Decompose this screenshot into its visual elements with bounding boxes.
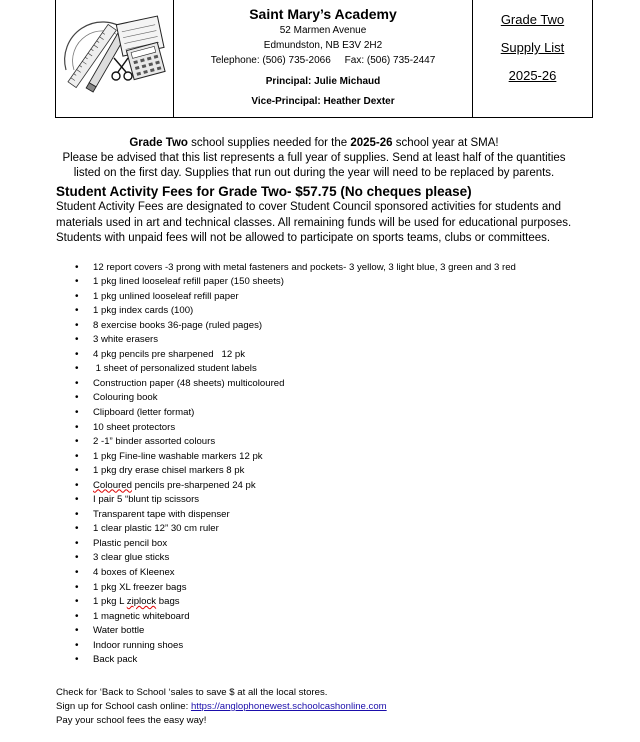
supply-item-text: Transparent tape with dispenser: [93, 508, 230, 520]
supply-item-text: 1 magnetic whiteboard: [93, 610, 190, 622]
supply-item: [56, 479, 572, 494]
supply-item: [56, 522, 572, 537]
supply-item: [56, 406, 572, 421]
fees-heading: Student Activity Fees for Grade Two- $57.75 (No cheques please): [56, 184, 472, 199]
bullet-icon: •: [75, 261, 79, 273]
intro-text-2: school year at SMA!: [392, 137, 499, 149]
supply-item: [56, 624, 572, 639]
supply-item-text: 8 exercise books 36-page (ruled pages): [93, 319, 263, 331]
bullet-icon: •: [75, 334, 79, 346]
school-name: Saint Mary’s Academy: [249, 6, 397, 22]
supply-item: [56, 639, 572, 654]
bullet-icon: •: [75, 319, 79, 331]
intro-grade: Grade Two: [129, 137, 188, 149]
bullet-icon: •: [75, 610, 79, 622]
supply-item: [56, 391, 572, 406]
list-title-block: [473, 0, 592, 117]
bullet-icon: •: [75, 348, 79, 360]
bullet-icon: •: [75, 421, 79, 433]
footer-sales-note: Check for ‘Back to School ‘sales to save $ at all the local stores.: [56, 686, 328, 698]
supply-item: [56, 333, 572, 348]
supply-list: [56, 261, 572, 668]
supply-item-text: 4 pkg pencils pre sharpened 12 pk: [93, 348, 246, 360]
supply-item: [56, 595, 572, 610]
bullet-icon: •: [75, 465, 79, 477]
supply-item: [56, 551, 572, 566]
supply-item-text: 1 pkg unlined looseleaf refill paper: [93, 290, 239, 302]
supply-item-text: 3 white erasers: [93, 334, 159, 346]
supply-item: [56, 275, 572, 290]
supply-item-text: 12 report covers -3 prong with metal fasteners and pockets- 3 yellow, 3 light blue, 3 green and 3 red: [93, 261, 516, 273]
bullet-icon: •: [75, 363, 79, 375]
supply-item-text: 1 pkg index cards (100): [93, 305, 194, 317]
footer: [56, 686, 572, 728]
vice-principal-name: Vice-Principal: Heather Dexter: [251, 96, 395, 107]
address-line-1: 52 Marmen Avenue: [279, 25, 367, 36]
supply-item-text: Construction paper (48 sheets) multicoloured: [93, 377, 285, 389]
bullet-icon: •: [75, 392, 79, 404]
address-line-2: Edmundston, NB E3V 2H2: [263, 40, 383, 51]
header-table: [55, 0, 593, 118]
supply-item: [56, 450, 572, 465]
footer-cash-prefix: Sign up for School cash online:: [56, 700, 191, 712]
phone-line: Telephone: (506) 735-2066 Fax: (506) 735-2447: [210, 55, 436, 66]
supply-item-text: I pair 5 “blunt tip scissors: [93, 494, 200, 506]
year-heading: 2025-26: [508, 68, 557, 83]
bullet-icon: •: [75, 276, 79, 288]
supply-item: [56, 319, 572, 334]
bullet-icon: •: [75, 377, 79, 389]
supply-item: [56, 362, 572, 377]
principal-name: Principal: Julie Michaud: [265, 76, 381, 87]
supply-item: [56, 566, 572, 581]
bullet-icon: •: [75, 596, 79, 608]
bullet-icon: •: [75, 552, 79, 564]
supply-item-text: Clipboard (letter format): [93, 406, 195, 418]
supply-item: [56, 493, 572, 508]
supply-item-text: 3 clear glue sticks: [93, 552, 170, 564]
bullet-icon: •: [75, 508, 79, 520]
school-supplies-logo: [56, 0, 174, 117]
supply-item: [56, 348, 572, 363]
supply-list-heading: Supply List: [500, 40, 565, 55]
supply-item: [56, 421, 572, 436]
supply-item-text: 1 sheet of personalized student labels: [93, 363, 257, 375]
bullet-icon: •: [75, 639, 79, 651]
intro-notice: Please be advised that this list represents a full year of supplies. Send at least half of the quantities listed on the first day. Supplies that run out during the year will need to be replaced by parents.: [62, 152, 566, 179]
bullet-icon: •: [75, 523, 79, 535]
grade-heading: Grade Two: [500, 12, 565, 27]
supply-item-text: Water bottle: [93, 625, 145, 637]
supply-item-text: 1 pkg dry erase chisel markers 8 pk: [93, 465, 245, 477]
bullet-icon: •: [75, 625, 79, 637]
supply-item-text: 2 -1” binder assorted colours: [93, 436, 216, 448]
school-cash-link[interactable]: https://anglophonewest.schoolcashonline.com: [190, 700, 387, 712]
school-info: [174, 0, 473, 117]
bullet-icon: •: [75, 406, 79, 418]
fees-paragraph: Student Activity Fees are designated to cover Student Council sponsored activities for students and materials used in art and technical classes. All remaining funds will be used for educational purposes. Students with unpaid fees will not be allowed to participate on sports teams, clubs or committees.: [56, 201, 572, 244]
intro-year: 2025-26: [350, 137, 393, 149]
supply-item: [56, 537, 572, 552]
footer-pay-note: Pay your school fees the easy way!: [56, 714, 207, 726]
supply-item-text: Plastic pencil box: [93, 537, 168, 549]
bullet-icon: •: [75, 654, 79, 666]
bullet-icon: •: [75, 581, 79, 593]
supply-item-text: 1 pkg lined looseleaf refill paper (150 sheets): [93, 276, 284, 288]
supply-item: [56, 261, 572, 276]
supply-item-text: 1 pkg L ziplock bags: [93, 596, 180, 608]
supply-item: [56, 304, 572, 319]
supply-item: [56, 290, 572, 305]
supply-item-text: 4 boxes of Kleenex: [93, 566, 175, 578]
supplies-clipart-icon: [56, 0, 173, 117]
supply-item: [56, 581, 572, 596]
bullet-icon: •: [75, 537, 79, 549]
intro-text-1: school supplies needed for the: [187, 137, 351, 149]
supply-item: [56, 464, 572, 479]
bullet-icon: •: [75, 566, 79, 578]
bullet-icon: •: [75, 494, 79, 506]
intro-paragraph: [56, 136, 572, 181]
supply-item-text: Coloured pencils pre-sharpened 24 pk: [93, 479, 256, 491]
document-body: [56, 136, 572, 728]
supply-item: [56, 610, 572, 625]
supply-item-text: 1 clear plastic 12” 30 cm ruler: [93, 523, 219, 535]
bullet-icon: •: [75, 479, 79, 491]
footer-cash-line: [56, 700, 572, 714]
supply-item: [56, 377, 572, 392]
bullet-icon: •: [75, 450, 79, 462]
supply-item-text: 10 sheet protectors: [93, 421, 176, 433]
bullet-icon: •: [75, 305, 79, 317]
spellcheck-underline: ziplock: [126, 596, 157, 608]
bullet-icon: •: [75, 436, 79, 448]
supply-item-text: Colouring book: [93, 392, 158, 404]
supply-item-text: 1 pkg XL freezer bags: [93, 581, 187, 593]
supply-item-text: Indoor running shoes: [93, 639, 184, 651]
supply-item: [56, 508, 572, 523]
bullet-icon: •: [75, 290, 79, 302]
supply-item: [56, 653, 572, 668]
supply-item-text: 1 pkg Fine-line washable markers 12 pk: [93, 450, 263, 462]
spellcheck-underline: Coloured: [93, 479, 132, 491]
supply-item: [56, 435, 572, 450]
supply-item-text: Back pack: [93, 654, 138, 666]
